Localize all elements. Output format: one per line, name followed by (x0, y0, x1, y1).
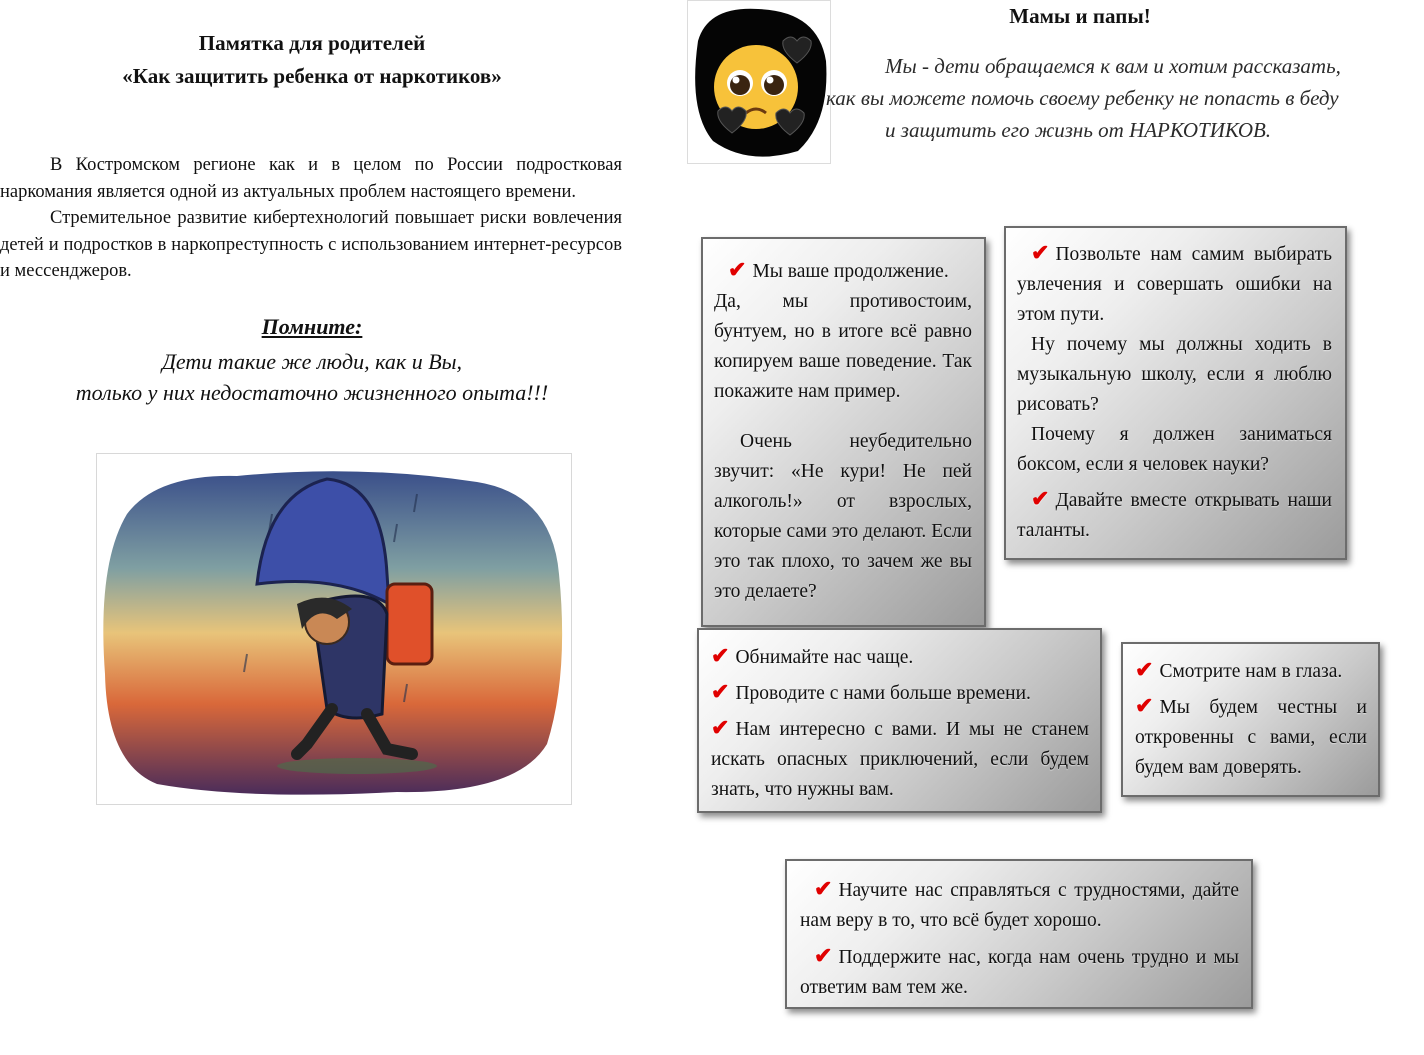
intro-paragraph-2: Стремительное развитие кибертехнологий повышает риски вовлечения детей и подростков в наркопреступность с использованием интернет-ресурсов и мессенджеров. (0, 208, 622, 281)
checkmark-icon: ✔ (814, 876, 833, 901)
checkmark-icon: ✔ (1135, 693, 1154, 718)
box-text: Ну почему мы должны ходить в музыкальную школу, если я люблю рисовать? (1017, 334, 1332, 415)
bullet-item: ✔ Поддержите нас, когда нам очень трудно и мы ответим вам тем же. (800, 943, 1239, 998)
address-line-1: Мы - дети обращаемся к вам и хотим рассказать, (885, 54, 1341, 78)
remember-block (0, 314, 624, 408)
checkmark-icon: ✔ (711, 643, 730, 668)
box-text: Почему я должен заниматься боксом, если я человек науки? (1017, 424, 1332, 475)
bullet-item: ✔ Смотрите нам в глаза. (1135, 657, 1343, 682)
remember-heading: Помните: (261, 314, 363, 339)
remember-line-2: только у них недостаточно жизненного опыта!!! (75, 380, 549, 405)
title-line-1: Памятка для родителей (198, 31, 426, 55)
remember-line-1: Дети такие же люди, как и Вы, (161, 349, 463, 374)
bullet-item: ✔ Позвольте нам самим выбирать увлечения и совершать ошибки на этом пути. (1017, 240, 1332, 325)
title-line-2: «Как защитить ребенка от наркотиков» (122, 64, 502, 88)
bullet-item: ✔ Обнимайте нас чаще. (711, 643, 914, 668)
bullet-item: ✔ Нам интересно с вами. И мы не станем искать опасных приключений, если будем знать, что нужны вам. (711, 715, 1089, 800)
checkmark-icon: ✔ (1135, 657, 1154, 682)
greeting-heading: Мамы и папы! (1009, 4, 1151, 28)
pleading-emoji-image (687, 0, 831, 164)
box-choose-hobbies (1004, 226, 1347, 560)
checkmark-icon: ✔ (814, 943, 833, 968)
memo-title (0, 31, 624, 89)
bullet-item: ✔ Мы будем честны и откровенны с вами, если будем вам доверять. (1135, 693, 1367, 778)
box-text: Да, мы противостоим, бунтуем, но в итоге всё равно копируем ваше поведение. Так покажите нам пример. (714, 291, 972, 402)
box-text: Очень неубедительно звучит: «Не кури! Не пей алкоголь!» от взрослых, которые сами это делают. Если это так плохо, то зачем же вы это делаете? (714, 431, 972, 602)
bullet-item: ✔ Научите нас справляться с трудностями, дайте нам веру в то, что всё будет хорошо. (800, 876, 1239, 931)
intro-text (0, 152, 622, 285)
checkmark-icon: ✔ (1031, 486, 1050, 511)
sad-child-illustration (96, 453, 572, 805)
bullet-item: ✔ Давайте вместе открывать наши таланты. (1017, 486, 1332, 541)
bullet-item: ✔ Мы ваше продолжение. (728, 257, 949, 282)
checkmark-icon: ✔ (728, 257, 747, 282)
box-look-in-eyes (1121, 642, 1380, 797)
checkmark-icon: ✔ (1031, 240, 1050, 265)
bullet-item: ✔ Проводите с нами больше времени. (711, 679, 1031, 704)
box-continuation (701, 237, 986, 627)
checkmark-icon: ✔ (711, 679, 730, 704)
address-line-3: и защитить его жизнь от НАРКОТИКОВ. (885, 118, 1272, 142)
pleading-face-icon (688, 1, 830, 163)
rainy-child-image (97, 454, 571, 804)
checkmark-icon: ✔ (711, 715, 730, 740)
box-hug-us (697, 628, 1102, 813)
address-line-2: как вы можете помочь своему ребенку не попасть в беду (826, 86, 1339, 110)
intro-paragraph-1: В Костромском регионе как и в целом по России подростковая наркомания является одной из актуальных проблем настоящего времени. (0, 155, 622, 202)
box-handle-difficulties (785, 859, 1253, 1009)
remember-text (0, 346, 624, 408)
